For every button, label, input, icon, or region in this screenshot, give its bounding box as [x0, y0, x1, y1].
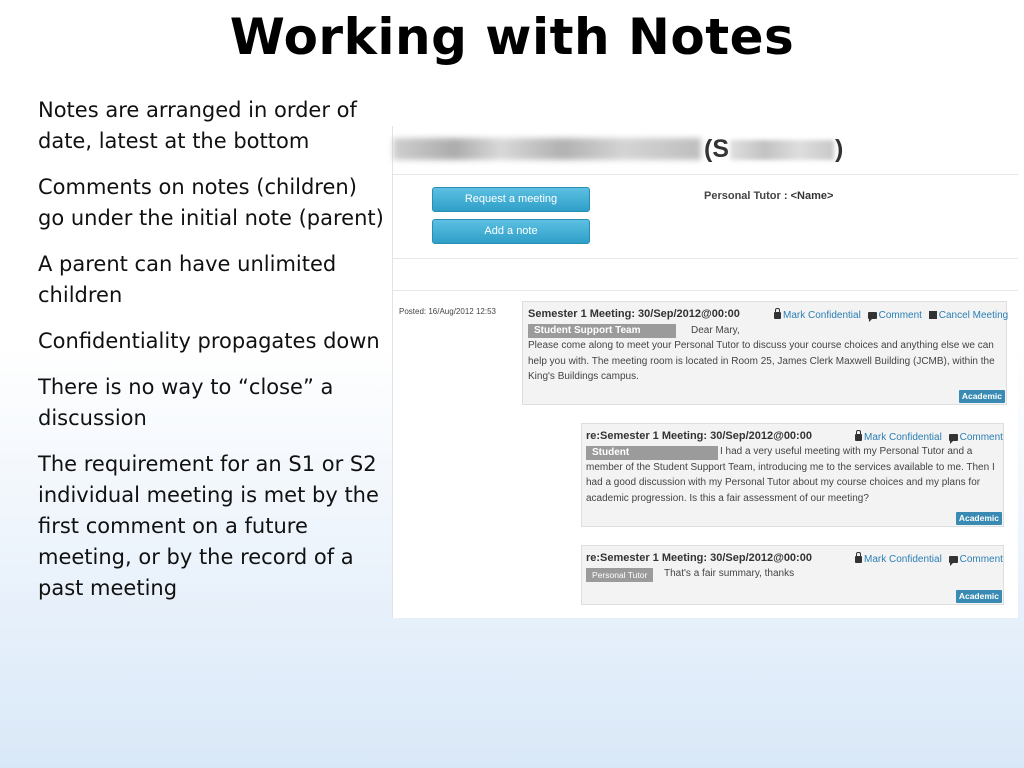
note-greeting: Dear Mary,: [691, 325, 740, 336]
role-badge: Student: [586, 446, 718, 460]
bullet-item: Confidentiality propagates down: [38, 329, 380, 353]
note-body: Please come along to meet your Personal Tutor to discuss your course choices and anything else we can help you with. The meeting room is located in Room 25, James Clerk Maxwell Building (JCMB), within the King's Buildings campus.: [528, 340, 995, 382]
divider: [393, 290, 1018, 291]
bullet-item: A parent can have unlimited children: [38, 252, 337, 307]
divider: [393, 258, 1018, 259]
blurred-student-name: [393, 138, 701, 160]
role-badge: Student Support Team: [528, 324, 676, 338]
student-id-prefix: (S: [704, 135, 729, 163]
student-header: [393, 126, 1018, 175]
bullet-list: [38, 95, 388, 619]
blurred-student-number: [730, 140, 834, 160]
parent-note: [522, 301, 1007, 405]
category-tag[interactable]: Academic: [956, 590, 1002, 603]
request-meeting-button[interactable]: Request a meeting: [432, 187, 590, 212]
slide-title: Working with Notes: [229, 8, 795, 66]
bullet-item: Comments on notes (children) go under the initial note (parent): [38, 175, 384, 230]
comment-link[interactable]: Comment: [959, 432, 1003, 443]
note-body: I had a very useful meeting with my Personal Tutor and a member of the Student Support Team, introducing me to the services available to me. Then I had a good discussion with my Personal Tutor about my course choices and my plans for academic progression. Is this a fair assessment of our meeting?: [586, 446, 995, 504]
category-tag[interactable]: Academic: [956, 512, 1002, 525]
note-body: That's a fair summary, thanks: [664, 568, 795, 579]
student-id-suffix: ): [835, 135, 844, 163]
child-note: [581, 423, 1004, 527]
lock-icon: [855, 556, 862, 563]
personal-tutor-label: Personal Tutor: [704, 190, 781, 202]
note-actions: [770, 308, 1008, 324]
mark-confidential-link[interactable]: Mark Confidential: [864, 432, 942, 443]
mark-confidential-link[interactable]: Mark Confidential: [783, 310, 861, 321]
bullet-item: The requirement for an S1 or S2 individual meeting is met by the first comment on a future meeting, or by the record of a past meeting: [38, 452, 379, 600]
comment-icon: [868, 312, 877, 319]
note-title: re:Semester 1 Meeting: 30/Sep/2012@00:00: [586, 430, 812, 442]
comment-icon: [949, 556, 958, 563]
role-badge: Personal Tutor: [586, 568, 653, 582]
cancel-meeting-link[interactable]: Cancel Meeting: [938, 310, 1009, 321]
add-note-button[interactable]: Add a note: [432, 219, 590, 244]
student-id: [704, 135, 843, 164]
comment-link[interactable]: Comment: [959, 554, 1003, 565]
note-actions: [851, 552, 1003, 568]
note-title: Semester 1 Meeting: 30/Sep/2012@00:00: [528, 308, 740, 320]
notes-screenshot: [392, 126, 1018, 618]
posted-date: Posted: 16/Aug/2012 12:53: [399, 307, 496, 316]
bullet-item: There is no way to “close” a discussion: [38, 375, 334, 430]
bullet-item: Notes are arranged in order of date, latest at the bottom: [38, 98, 357, 153]
personal-tutor-info: [704, 190, 833, 202]
comment-icon: [949, 434, 958, 441]
child-note: [581, 545, 1004, 605]
lock-icon: [855, 434, 862, 441]
stop-icon: [929, 311, 937, 319]
category-tag[interactable]: Academic: [959, 390, 1005, 403]
personal-tutor-value: : <Name>: [783, 190, 834, 202]
mark-confidential-link[interactable]: Mark Confidential: [864, 554, 942, 565]
lock-icon: [774, 312, 781, 319]
comment-link[interactable]: Comment: [878, 310, 922, 321]
note-title: re:Semester 1 Meeting: 30/Sep/2012@00:00: [586, 552, 812, 564]
